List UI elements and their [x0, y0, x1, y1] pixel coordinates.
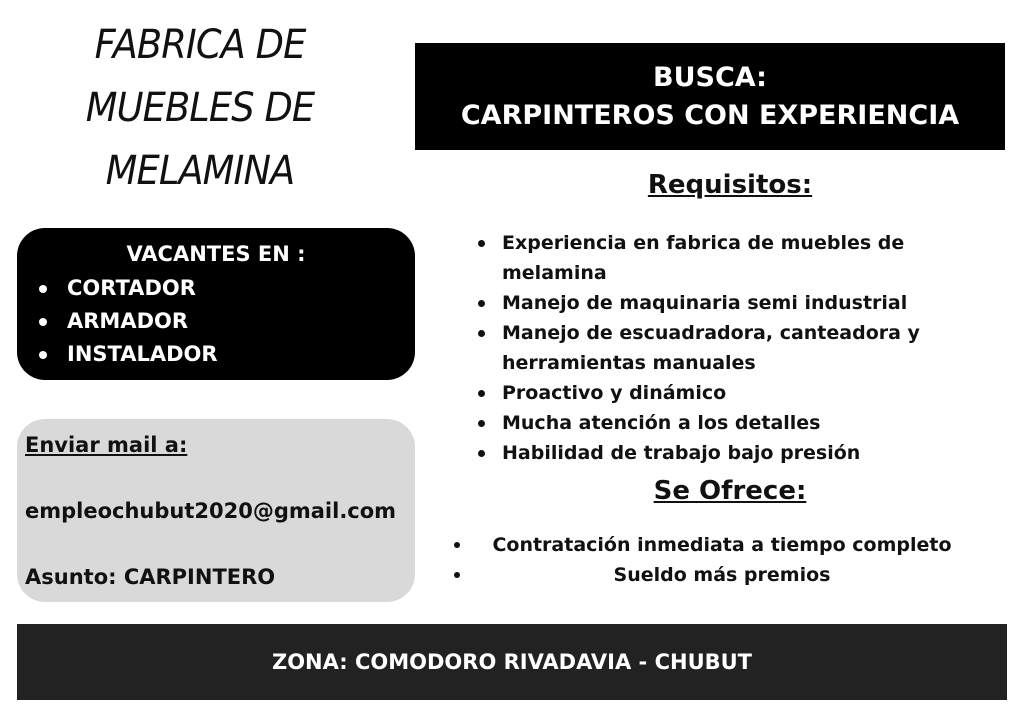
bullet-icon — [478, 450, 485, 457]
zone-banner — [17, 624, 1007, 700]
busca-role: CARPINTEROS CON EXPERIENCIA — [460, 99, 960, 131]
vacancy-label: INSTALADOR — [67, 342, 218, 366]
list-item — [478, 228, 978, 288]
bullet-icon — [478, 420, 485, 427]
contact-label: Enviar mail a: — [25, 433, 188, 457]
bullet-icon — [39, 318, 47, 326]
list-item — [478, 378, 978, 408]
list-item — [452, 530, 992, 560]
contact-subject: Asunto: CARPINTERO — [25, 565, 276, 589]
list-item — [39, 272, 415, 305]
requirements-list — [478, 228, 978, 468]
vacancies-heading: VACANTES EN : — [126, 242, 306, 266]
bullet-icon — [478, 300, 485, 307]
list-item — [39, 338, 415, 371]
list-item — [452, 560, 992, 590]
bullet-icon — [39, 351, 47, 359]
list-item — [478, 438, 978, 468]
requirement-text: Mucha atención a los detalles — [502, 412, 821, 434]
list-item — [478, 288, 978, 318]
bullet-icon — [454, 542, 460, 548]
list-item — [39, 305, 415, 338]
offer-list — [452, 530, 992, 590]
bullet-icon — [478, 330, 485, 337]
vacancies-list — [17, 272, 415, 371]
list-item — [478, 408, 978, 438]
requirements-heading: Requisitos: — [647, 170, 813, 200]
company-title — [53, 14, 347, 203]
title-line: MELAMINA — [105, 148, 295, 194]
bullet-icon — [478, 390, 485, 397]
vacancies-box — [17, 228, 415, 380]
requirement-text: Manejo de maquinaria semi industrial — [502, 292, 908, 314]
offer-heading: Se Ofrece: — [653, 476, 807, 506]
offer-text: Sueldo más premios — [613, 564, 831, 586]
busca-label: BUSCA: — [653, 61, 767, 93]
title-line: FABRICA DE — [94, 22, 306, 68]
busca-banner — [415, 43, 1005, 150]
requirement-text: Experiencia en fabrica de muebles de melamina — [502, 232, 905, 284]
bullet-icon — [454, 572, 460, 578]
requirement-text: Habilidad de trabajo bajo presión — [502, 442, 861, 464]
title-line: MUEBLES DE — [85, 85, 315, 131]
bullet-icon — [478, 240, 485, 247]
vacancy-label: ARMADOR — [67, 309, 189, 333]
offer-text: Contratación inmediata a tiempo completo — [492, 534, 952, 556]
bullet-icon — [39, 285, 47, 293]
requirement-text: Proactivo y dinámico — [502, 382, 727, 404]
list-item — [478, 318, 978, 378]
contact-email[interactable]: empleochubut2020@gmail.com — [25, 499, 397, 523]
vacancy-label: CORTADOR — [67, 276, 196, 300]
contact-box — [17, 419, 415, 602]
zone-text: ZONA: COMODORO RIVADAVIA - CHUBUT — [271, 650, 753, 674]
requirement-text: Manejo de escuadradora, canteadora y herramientas manuales — [502, 322, 920, 374]
